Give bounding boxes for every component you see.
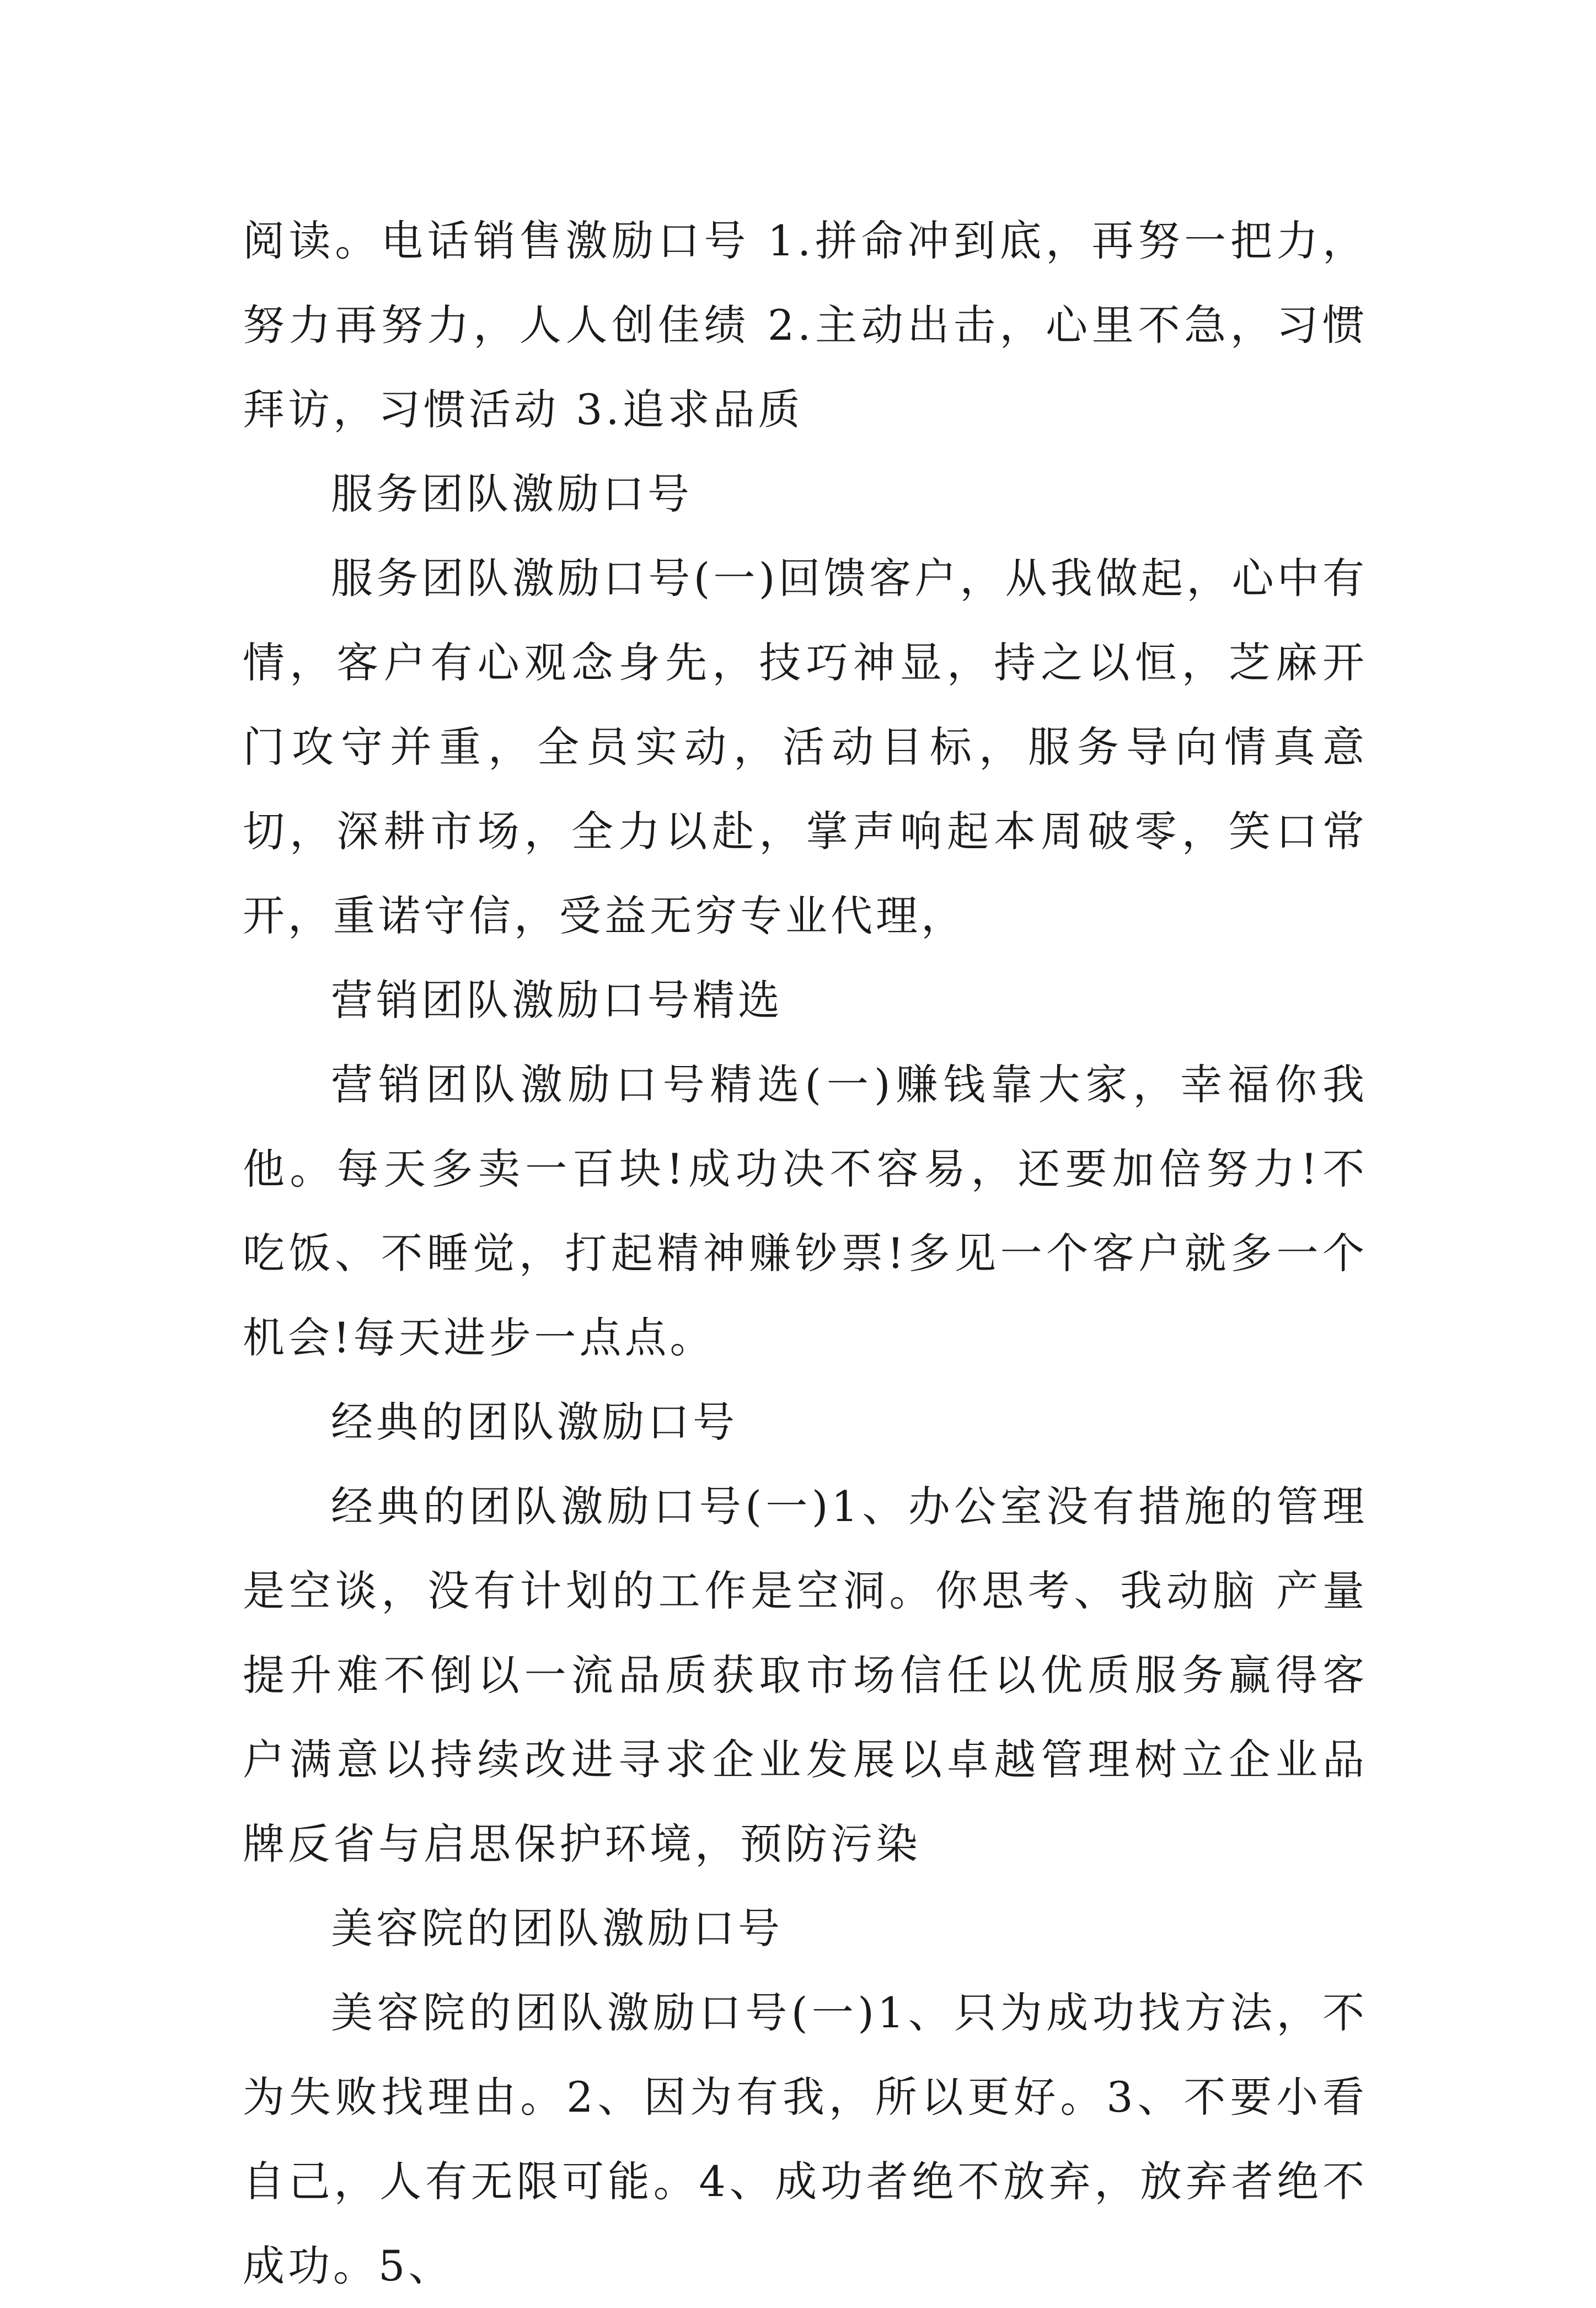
paragraph-marketing-team: 营销团队激励口号精选(一)赚钱靠大家，幸福你我他。每天多卖一百块!成功决不容易，还要加倍努力!不吃饭、不睡觉，打起精神赚钞票!多见一个客户就多一个机会!每天进步一点点。 [243, 1060, 1368, 1362]
section-heading-classic-team: 经典的团队激励口号 [331, 1397, 738, 1447]
section-heading-beauty-salon: 美容院的团队激励口号 [331, 1904, 783, 1953]
document-body [243, 199, 1368, 2308]
section-heading-service-team: 服务团队激励口号 [331, 469, 693, 518]
paragraph-beauty-salon: 美容院的团队激励口号(一)1、只为成功找方法，不为失败找理由。2、因为有我，所以更好。3、不要小看自己，人有无限可能。4、成功者绝不放弃，放弃者绝不成功。5、 [243, 1988, 1368, 2290]
section-heading-marketing-team: 营销团队激励口号精选 [331, 976, 783, 1025]
paragraph-classic-team: 经典的团队激励口号(一)1、办公室没有措施的管理是空谈，没有计划的工作是空洞。你思考、我动脑 产量提升难不倒以一流品质获取市场信任以优质服务赢得客户满意以持续改进寻求企业发展以卓越管理树立企业品牌反省与启思保护环境，预防污染 [243, 1482, 1368, 1868]
paragraph-intro: 阅读。电话销售激励口号 1.拼命冲到底，再努一把力，努力再努力，人人创佳绩 2.主动出击，心里不急，习惯拜访，习惯活动 3.追求品质 [243, 216, 1368, 434]
paragraph-service-team: 服务团队激励口号(一)回馈客户，从我做起，心中有情，客户有心观念身先，技巧神显，持之以恒，芝麻开门攻守并重，全员实动，活动目标，服务导向情真意切，深耕市场，全力以赴，掌声响起本周破零，笑口常开，重诺守信，受益无穷专业代理， [243, 554, 1368, 940]
